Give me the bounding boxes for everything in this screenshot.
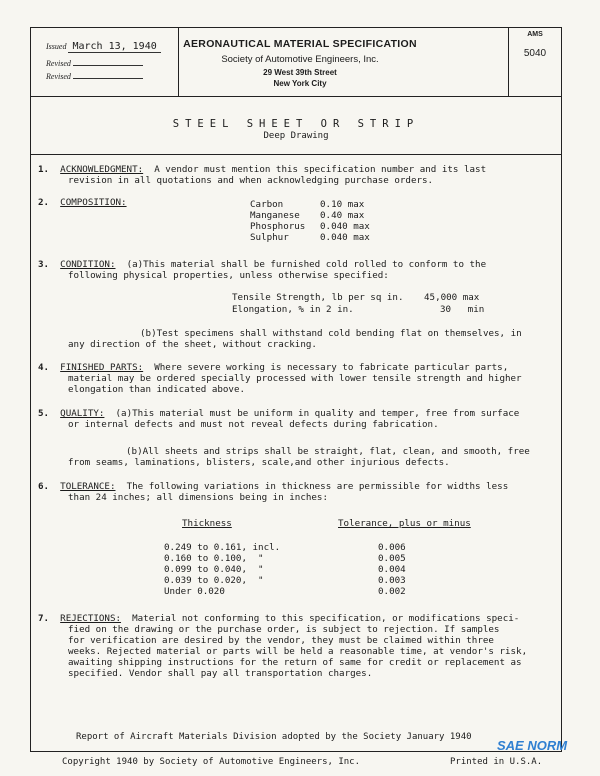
- document-title: STEEL SHEET OR STRIP: [172, 118, 420, 130]
- issued-date: March 13, 1940: [68, 41, 160, 53]
- sae-norm-watermark: SAE NORM: [497, 738, 568, 753]
- document-subtitle: Deep Drawing: [263, 131, 329, 141]
- revised-label: Revised: [46, 59, 71, 68]
- s6-text-1: The following variations in thickness are permissible for widths less: [126, 481, 509, 492]
- revised-line-1: [46, 57, 143, 68]
- s1-number: 1.: [38, 164, 50, 175]
- tol-th-0: 0.249 to 0.161, incl.: [164, 542, 281, 553]
- s3-text-2: following physical properties, unless otherwise specified:: [68, 270, 389, 281]
- issued-block: [46, 41, 161, 53]
- revised-label-2: Revised: [46, 72, 71, 81]
- s7-text-1: Material not conforming to this specification, or modifications speci-: [132, 613, 520, 624]
- org-address-1: 29 West 39th Street: [263, 68, 337, 77]
- s4-text-1: Where severe working is necessary to fabricate particular parts,: [154, 362, 509, 373]
- tol-col-tolerance: Tolerance, plus or minus: [338, 518, 471, 529]
- prop-1-label: Tensile Strength, lb per sq in.: [232, 292, 404, 303]
- tol-th-3: 0.039 to 0.020, ": [164, 575, 264, 586]
- s6-number: 6.: [38, 481, 50, 492]
- s5-heading: QUALITY:: [60, 408, 105, 419]
- s6-text-2: than 24 inches; all dimensions being in inches:: [68, 492, 328, 503]
- ams-number: 5040: [523, 48, 547, 59]
- comp-val-0: 0.10 max: [320, 199, 365, 210]
- comp-val-3: 0.040 max: [320, 232, 370, 243]
- spec-heading: AERONAUTICAL MATERIAL SPECIFICATION: [183, 38, 417, 50]
- comp-el-3: Sulphur: [250, 232, 289, 243]
- s1-line-1: [38, 164, 486, 175]
- s3-b-1: (b)Test specimens shall withstand cold bending flat on themselves, in: [140, 328, 522, 339]
- s6-line-1: [38, 481, 508, 492]
- prop-2-value: 30 min: [440, 304, 485, 315]
- org-name: Society of Automotive Engineers, Inc.: [221, 54, 379, 65]
- comp-val-2: 0.040 max: [320, 221, 370, 232]
- org-address-2: New York City: [273, 79, 327, 88]
- report-line: Report of Aircraft Materials Division adopted by the Society January 1940: [76, 732, 472, 742]
- tol-val-3: 0.003: [378, 575, 406, 586]
- tol-th-2: 0.099 to 0.040, ": [164, 564, 264, 575]
- tol-val-1: 0.005: [378, 553, 406, 564]
- s5-b-1: (b)All sheets and strips shall be straight, flat, clean, and smooth, free: [126, 446, 530, 457]
- ams-label: AMS: [527, 31, 543, 38]
- s7-number: 7.: [38, 613, 50, 624]
- s1-heading: ACKNOWLEDGMENT:: [60, 164, 144, 175]
- s5-b-2: from seams, laminations, blisters, scale,and other injurious defects.: [68, 457, 450, 468]
- s7-text-2: fied on the drawing or the purchase order, is subject to rejection. If samples: [68, 624, 500, 635]
- s4-line-1: [38, 362, 508, 373]
- s2-number: 2.: [38, 197, 50, 208]
- revised-blank: [73, 57, 143, 66]
- s2-heading: COMPOSITION:: [60, 197, 127, 208]
- s5-line-1: [38, 408, 519, 419]
- title-rule: [31, 154, 561, 155]
- tol-val-4: 0.002: [378, 586, 406, 597]
- tol-th-1: 0.160 to 0.100, ": [164, 553, 264, 564]
- tol-col-thickness: Thickness: [182, 518, 232, 529]
- s3-text-1: (a)This material shall be furnished cold rolled to conform to the: [126, 259, 487, 270]
- s4-text-2: material may be ordered specially processed with lower tensile strength and higher: [68, 373, 522, 384]
- s7-text-3: for verification are desired by the vendor, they must be claimed within three: [68, 635, 494, 646]
- tol-val-2: 0.004: [378, 564, 406, 575]
- s7-heading: REJECTIONS:: [60, 613, 122, 624]
- s7-text-6: specified. Vendor shall pay all transportation charges.: [68, 668, 373, 679]
- header-divider-right: [508, 28, 509, 96]
- revised-line-2: [46, 70, 143, 81]
- header-divider-left: [178, 28, 179, 96]
- s3-heading: CONDITION:: [60, 259, 116, 270]
- s4-number: 4.: [38, 362, 50, 373]
- s1-text-2: revision in all quotations and when acknowledging purchase orders.: [68, 175, 434, 186]
- s4-text-3: elongation than indicated above.: [68, 384, 246, 395]
- prop-1-value: 45,000 max: [424, 292, 480, 303]
- header-rule: [31, 96, 561, 97]
- s7-text-4: weeks. Rejected material or parts will be held a reasonable time, at vendor's risk,: [68, 646, 528, 657]
- tol-th-4: Under 0.020: [164, 586, 225, 597]
- s1-text-1: A vendor must mention this specification number and its last: [154, 164, 487, 175]
- s2-line: [38, 197, 127, 208]
- revised-blank-2: [73, 70, 143, 79]
- s5-text-1: (a)This material must be uniform in quality and temper, free from surface: [115, 408, 520, 419]
- s3-number: 3.: [38, 259, 50, 270]
- s3-line-1: [38, 259, 486, 270]
- comp-el-1: Manganese: [250, 210, 300, 221]
- prop-2-label: Elongation, % in 2 in.: [232, 304, 354, 315]
- s7-line-1: [38, 613, 519, 624]
- comp-el-2: Phosphorus: [250, 221, 306, 232]
- tol-val-0: 0.006: [378, 542, 406, 553]
- s4-heading: FINISHED PARTS:: [60, 362, 144, 373]
- s6-heading: TOLERANCE:: [60, 481, 116, 492]
- s7-text-5: awaiting shipping instructions for the return of same for credit or replacement as: [68, 657, 522, 668]
- comp-el-0: Carbon: [250, 199, 284, 210]
- printed-in: Printed in U.S.A.: [450, 757, 543, 767]
- s5-text-2: or internal defects and must not reveal defects during fabrication.: [68, 419, 439, 430]
- copyright-line: Copyright 1940 by Society of Automotive Engineers, Inc.: [62, 757, 361, 767]
- comp-val-1: 0.40 max: [320, 210, 365, 221]
- s3-b-2: any direction of the sheet, without cracking.: [68, 339, 317, 350]
- s5-number: 5.: [38, 408, 50, 419]
- issued-label: Issued: [46, 42, 67, 51]
